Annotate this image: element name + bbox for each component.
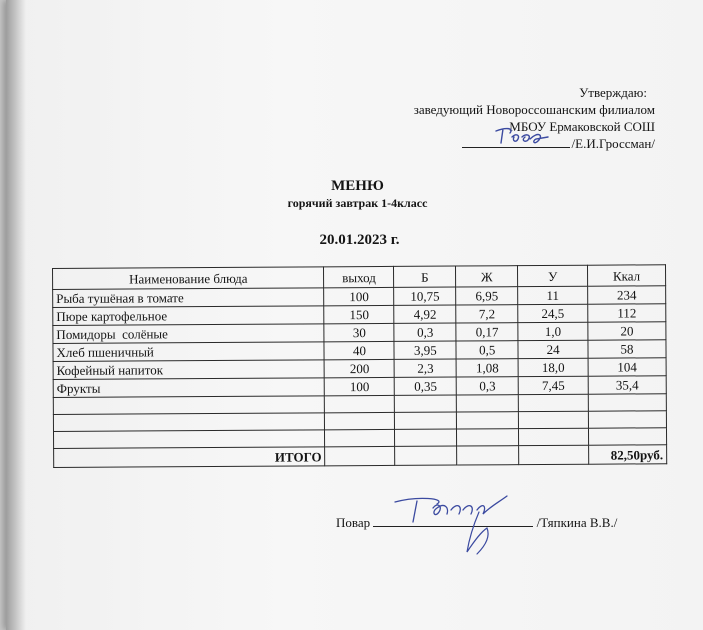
dish-name: Фрукты [53,378,325,398]
column-header: У [518,265,588,286]
menu-date [0,232,703,249]
table-cell: 0,5 [456,341,518,359]
dish-name: Пюре картофельное [53,306,325,326]
table-cell: 112 [588,304,666,322]
page-edge-shadow [6,0,26,630]
dish-name: Помидоры солёные [53,324,325,344]
table-cell: 24 [518,340,588,358]
table-cell: 150 [324,305,394,323]
cook-name: /Тяпкина В.В./ [536,515,618,530]
table-cell: 40 [324,341,394,359]
total-row [54,445,667,468]
column-header: Наименование блюда [53,267,325,290]
table-cell: 20 [588,322,666,340]
column-header: Ж [456,266,518,287]
approval-block [414,84,655,152]
approval-heading: Утверждаю: [579,85,647,100]
menu-date-text: 20.01.2023 г. [319,232,400,248]
table-cell: 0,3 [394,323,456,341]
table-cell: 11 [518,286,588,304]
table-cell: 6,95 [456,287,518,305]
table-cell: 30 [324,323,394,341]
table-cell: 100 [324,287,394,305]
table-cell: 234 [588,286,666,304]
table-cell: 10,75 [394,287,456,305]
menu-table [52,264,667,468]
table-cell: 200 [325,359,395,377]
approval-signature-line [414,135,655,152]
menu-title: МЕНЮ [331,178,384,194]
dish-name: Рыба тушёная в томате [53,288,325,308]
approver-name: /Е.И.Гроссман/ [571,136,655,151]
table-cell: 7,45 [518,376,588,394]
table-cell: 1,0 [518,322,588,340]
signature-underline [373,514,533,527]
cook-label: Повар [336,515,371,530]
cook-signature [387,492,537,562]
table-cell: 24,5 [518,304,588,322]
table-cell: 18,0 [518,358,588,376]
cook-signature-block [336,514,617,531]
total-label: ИТОГО [54,447,326,468]
table-cell: 58 [588,340,666,358]
table-cell: 1,08 [456,359,518,377]
table-cell: 0,3 [456,377,518,395]
column-header: выход [324,266,394,287]
signature-underline [462,135,570,148]
title-block [0,178,703,211]
table-cell: 0,17 [456,323,518,341]
dish-name: Хлеб пшеничный [53,342,325,362]
table-cell: 35,4 [588,376,666,394]
dish-name: Кофейный напиток [53,360,325,380]
approval-position: заведующий Новороссошанским филиалом [413,102,655,117]
table-cell: 104 [588,358,666,376]
table-cell: 7,2 [456,305,518,323]
approval-school: МБОУ Ермаковской СОШ [509,119,655,134]
table-cell: 100 [325,377,395,395]
table-cell: 4,92 [394,305,456,323]
column-header: Ккал [588,265,666,286]
table-cell: 0,35 [395,377,457,395]
menu-subtitle: горячий завтрак 1-4класс [287,196,428,210]
table-cell: 3,95 [394,341,456,359]
approver-signature [492,125,562,147]
total-price: 82,50руб. [589,445,667,464]
column-header: Б [394,266,456,287]
table-cell: 2,3 [394,359,456,377]
